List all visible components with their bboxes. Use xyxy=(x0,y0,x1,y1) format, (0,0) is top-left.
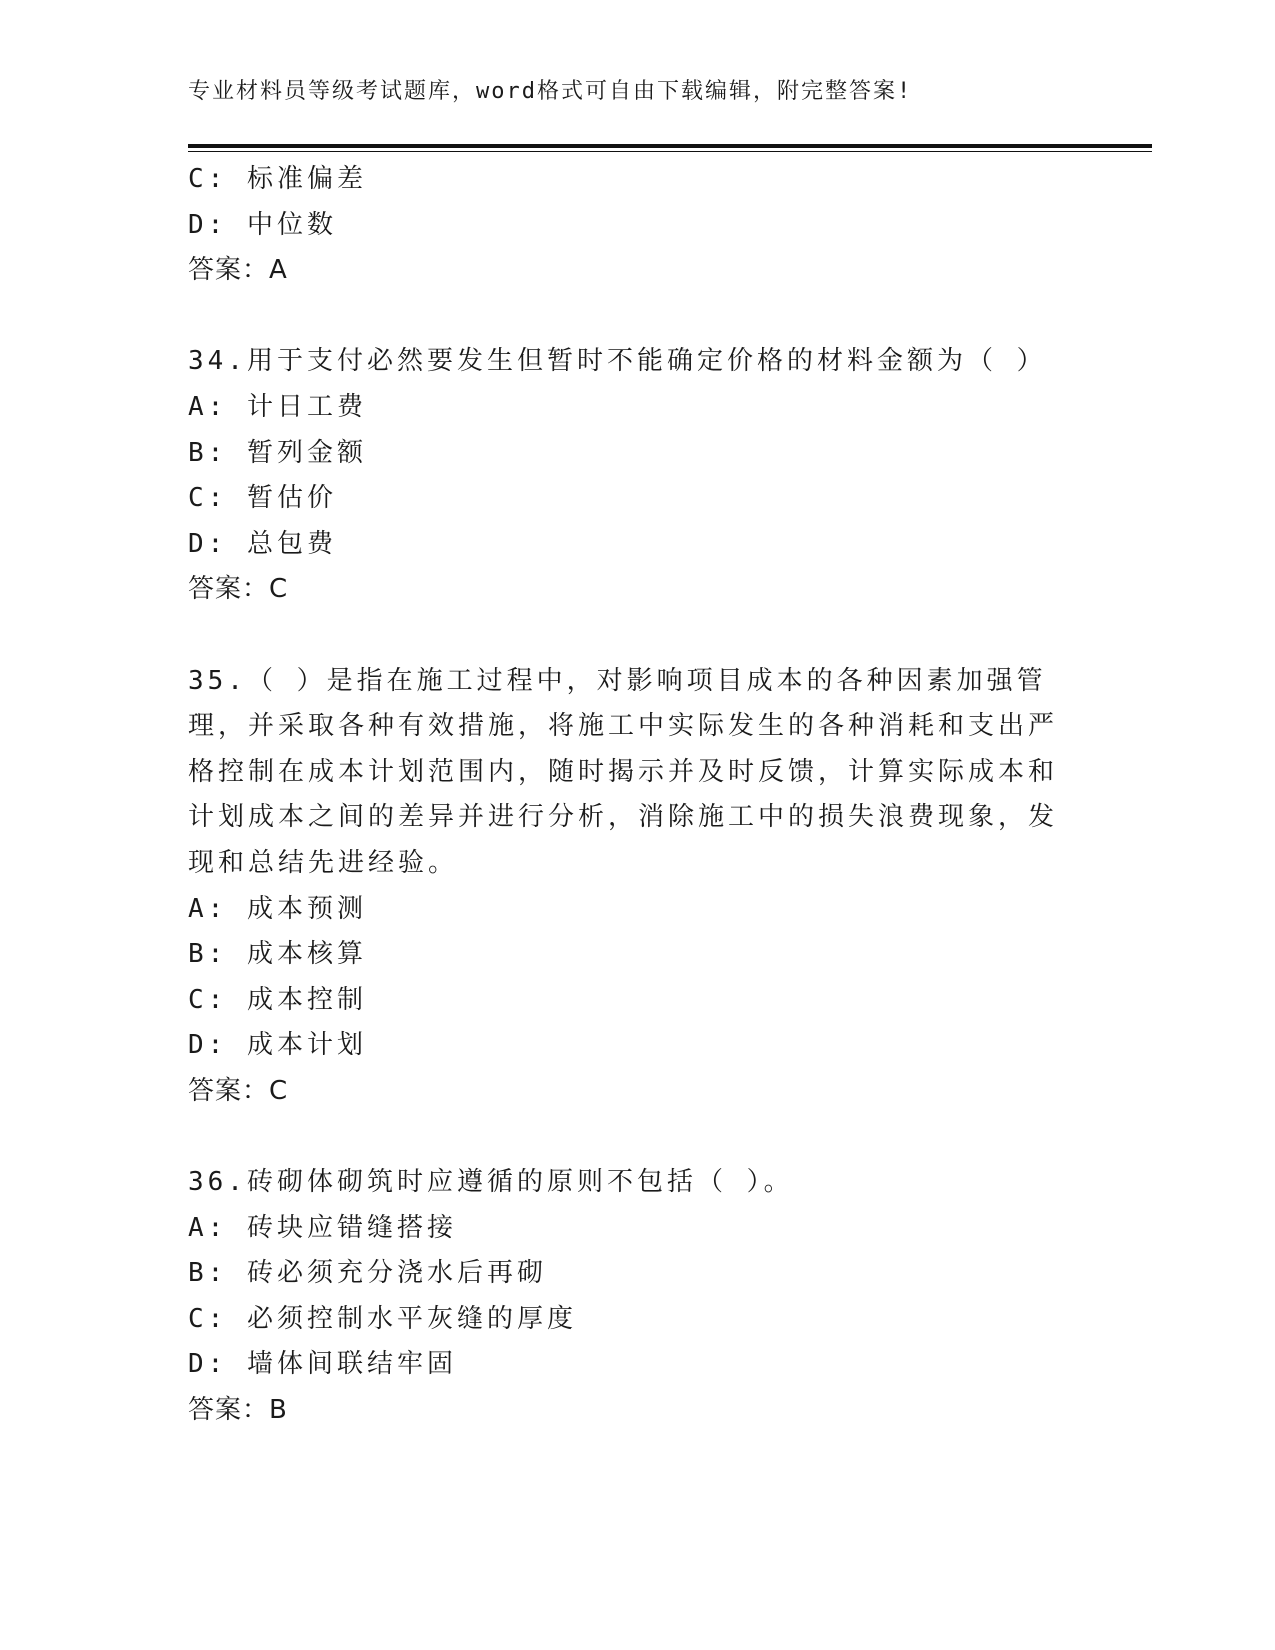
option-b: B: 暂列金额 xyxy=(188,437,367,468)
option-d: D: 中位数 xyxy=(188,209,337,240)
question-stem: 34.用于支付必然要发生但暂时不能确定价格的材料金额为（ ） xyxy=(188,346,1047,377)
answer-line: 答案：C xyxy=(188,574,289,605)
option-d: D: 总包费 xyxy=(188,528,337,559)
option-a: A: 计日工费 xyxy=(188,391,367,422)
answer-line: 答案：A xyxy=(188,255,288,286)
question-content xyxy=(188,157,1088,1434)
option-d: D: 墙体间联结牢固 xyxy=(188,1349,457,1380)
answer-line: 答案：B xyxy=(188,1395,288,1426)
option-a: A: 砖块应错缝搭接 xyxy=(188,1212,457,1243)
answer-line: 答案：C xyxy=(188,1075,289,1106)
spacer xyxy=(188,613,1088,659)
question-stem: 36.砖砌体砌筑时应遵循的原则不包括（ ）。 xyxy=(188,1167,794,1198)
page-header: 专业材料员等级考试题库，word格式可自由下载编辑，附完整答案! xyxy=(188,79,913,104)
option-d: D: 成本计划 xyxy=(188,1030,367,1061)
option-b: B: 砖必须充分浇水后再砌 xyxy=(188,1258,547,1289)
option-b: B: 成本核算 xyxy=(188,939,367,970)
header-rule-thick xyxy=(188,144,1152,148)
option-a: A: 成本预测 xyxy=(188,893,367,924)
option-c: C: 成本控制 xyxy=(188,984,367,1015)
spacer xyxy=(188,1114,1088,1160)
spacer xyxy=(188,294,1088,340)
question-stem: 35.（ ）是指在施工过程中，对影响项目成本的各种因素加强管理，并采取各种有效措施，将施工中实际发生的各种消耗和支出严格控制在成本计划范围内，随时揭示并及时反馈，计算实际成本和计划成本之间的差异并进行分析，消除施工中的损失浪费现象，发现和总结先进经验。 xyxy=(188,665,1059,878)
header-rule-thin xyxy=(188,151,1152,152)
option-c: C: 标准偏差 xyxy=(188,164,367,194)
option-c: C: 暂估价 xyxy=(188,483,337,514)
option-c: C: 必须控制水平灰缝的厚度 xyxy=(188,1303,577,1334)
